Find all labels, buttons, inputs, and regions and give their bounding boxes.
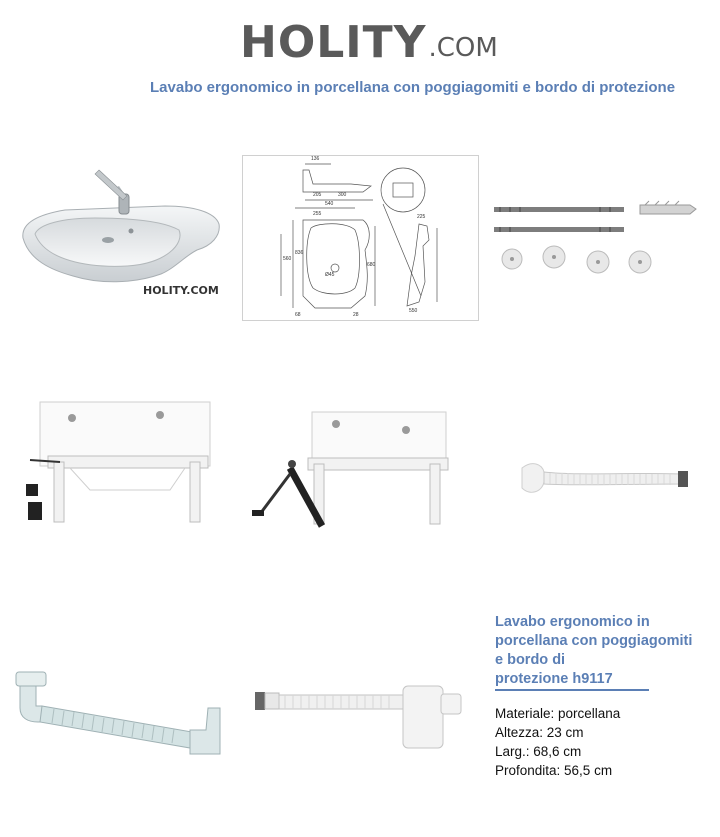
- dim-540: 540: [325, 201, 334, 207]
- dim-68: 68: [295, 312, 301, 318]
- washbasin-image[interactable]: [15, 160, 225, 300]
- product-title-line-1: Lavabo ergonomico in: [495, 614, 650, 630]
- dim-836: 836: [295, 250, 304, 256]
- siphon-trap-image[interactable]: [255, 682, 465, 752]
- technical-drawing[interactable]: [242, 155, 479, 321]
- product-title-line-3: e bordo di: [495, 652, 566, 668]
- dim-205: 205: [313, 192, 322, 198]
- dim-136: 136: [311, 156, 320, 162]
- bracket-fixed-image[interactable]: [20, 400, 215, 530]
- logo-suffix: .COM: [428, 33, 498, 63]
- dim-28: 28: [353, 312, 359, 318]
- product-title[interactable]: [495, 613, 717, 691]
- fixing-kit-image[interactable]: [490, 195, 705, 285]
- dim-diameter: Ø45: [325, 272, 335, 278]
- dim-560: 560: [283, 256, 292, 262]
- spec-height: Altezza: 23 cm: [495, 725, 584, 740]
- spec-material: Materiale: porcellana: [495, 706, 621, 721]
- page-title: Lavabo ergonomico in porcellana con poggiagomiti e bordo di protezione: [150, 79, 676, 96]
- watermark-logo: HOLITY.COM: [143, 284, 219, 297]
- product-specs: [495, 704, 620, 780]
- logo-wordmark: HOLITY: [240, 17, 427, 68]
- dim-550: 550: [409, 308, 418, 314]
- dim-300: 300: [338, 192, 347, 198]
- flexible-hose-image[interactable]: [520, 458, 695, 500]
- dim-225: 225: [417, 214, 426, 220]
- product-title-line-4: protezione h9117: [495, 670, 649, 691]
- holity-logo[interactable]: [240, 18, 498, 68]
- dim-680: 680: [367, 262, 376, 268]
- siphon-pipe-image[interactable]: [14, 668, 224, 758]
- bracket-lever-image[interactable]: [250, 410, 450, 530]
- product-title-line-2: porcellana con poggiagomiti: [495, 633, 693, 649]
- spec-width: Larg.: 68,6 cm: [495, 744, 582, 759]
- spec-depth: Profondita: 56,5 cm: [495, 763, 613, 778]
- dim-255: 255: [313, 211, 322, 217]
